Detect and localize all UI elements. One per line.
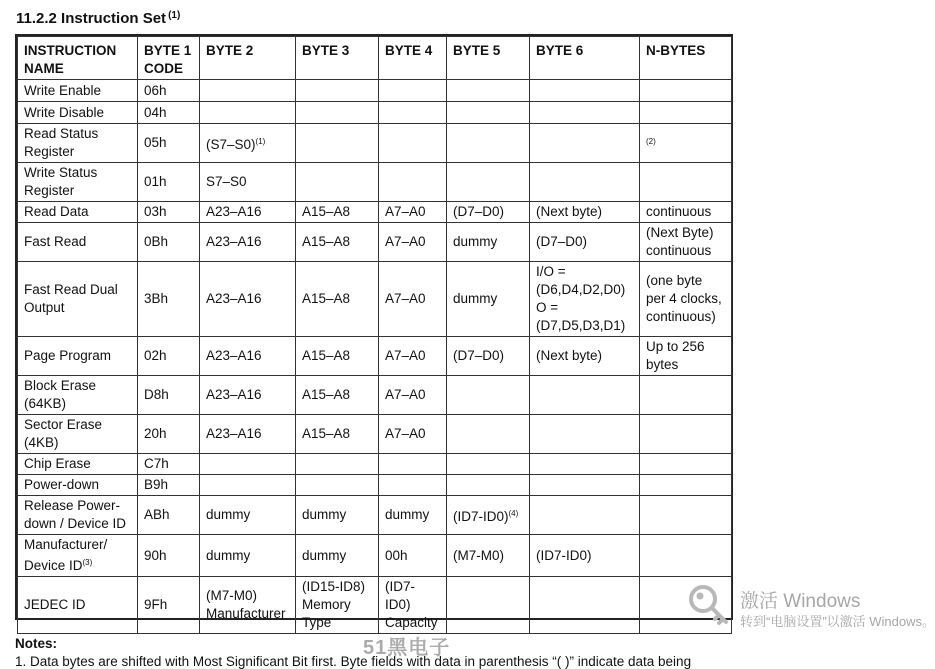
table-cell [447,415,530,454]
table-cell: A7–A0 [379,415,447,454]
table-cell: ABh [138,496,200,535]
table-cell: 0Bh [138,223,200,262]
table-cell: (D7–D0) [447,337,530,376]
title-footnote: (1) [168,10,181,21]
table-cell [530,475,640,496]
table-cell: A15–A8 [296,337,379,376]
table-cell: (ID15-ID8) Memory Type [296,577,379,634]
table-cell: A23–A16 [200,337,296,376]
table-cell [379,80,447,102]
column-header: BYTE 5 [447,37,530,80]
table-cell: A15–A8 [296,415,379,454]
table-cell: Write Disable [18,102,138,124]
table-row [18,80,732,102]
table-cell [379,475,447,496]
table-cell [640,163,732,202]
table-cell: Read Status Register [18,124,138,163]
table-row [18,202,732,223]
table-cell: Fast Read [18,223,138,262]
table-cell [447,475,530,496]
table-cell: A7–A0 [379,202,447,223]
table-cell [296,102,379,124]
table-cell: Manufacturer/ Device ID$^{(3)}$ [18,535,138,577]
table-cell [296,475,379,496]
table-cell: C7h [138,454,200,475]
table-cell: Read Data [18,202,138,223]
table-cell: A23–A16 [200,376,296,415]
table-cell: Release Power-down / Device ID [18,496,138,535]
table-cell: 02h [138,337,200,376]
table-cell [447,102,530,124]
table-cell [379,102,447,124]
table-cell: 90h [138,535,200,577]
table-cell: 20h [138,415,200,454]
table-row [18,223,732,262]
table-cell [640,102,732,124]
table-cell: 01h [138,163,200,202]
table-cell: 03h [138,202,200,223]
table-row [18,102,732,124]
table-cell [296,163,379,202]
table-cell: Sector Erase (4KB) [18,415,138,454]
table-cell [447,163,530,202]
table-cell [640,415,732,454]
table-cell: 04h [138,102,200,124]
table-cell: 05h [138,124,200,163]
column-header: N-BYTES [640,37,732,80]
table-row [18,577,732,634]
footnote-marker: (2) [646,136,656,146]
table-cell: (ID7-ID0) Capacity [379,577,447,634]
table-cell: Power-down [18,475,138,496]
table-row [18,415,732,454]
table-cell: (M7-M0) [447,535,530,577]
table-cell: Write Enable [18,80,138,102]
table-cell [447,376,530,415]
table-cell: Write Status Register [18,163,138,202]
table-cell [447,124,530,163]
table-cell [200,80,296,102]
windows-activation-watermark [686,582,935,632]
table-cell [640,475,732,496]
table-cell [200,102,296,124]
table-cell: dummy [200,496,296,535]
table-row [18,262,732,337]
table-cell [379,163,447,202]
table-cell: (D7–D0) [530,223,640,262]
table-cell: (ID7-ID0) [530,535,640,577]
table-cell: 9Fh [138,577,200,634]
table-cell [640,376,732,415]
table-cell [640,80,732,102]
table-cell: A23–A16 [200,223,296,262]
header-row [18,37,732,80]
table-cell [530,415,640,454]
table-cell [447,577,530,634]
footnote-marker: (3) [82,558,93,567]
column-header: BYTE 4 [379,37,447,80]
table-cell: Page Program [18,337,138,376]
table-cell [640,496,732,535]
note-1: 1. Data bytes are shifted with Most Significant Bit first. Byte fields with data in parenthesis “( )” indicate data being [15,654,692,669]
table-cell [530,496,640,535]
table-cell [530,80,640,102]
table-cell [296,454,379,475]
footnote-marker: (1) [255,136,266,146]
table-cell: dummy [200,535,296,577]
table-cell: A7–A0 [379,376,447,415]
table-row [18,163,732,202]
table-cell: (ID7-ID0)$^{(4)}$ [447,496,530,535]
table-cell [379,454,447,475]
column-header: INSTRUCTION NAME [18,37,138,80]
table-cell: continuous [640,202,732,223]
table-cell [640,535,732,577]
table-cell: I/O = (D6,D4,D2,D0) O = (D7,D5,D3,D1) [530,262,640,337]
table-cell: A23–A16 [200,202,296,223]
table-cell: JEDEC ID [18,577,138,634]
table-cell: dummy [447,223,530,262]
table-cell: dummy [447,262,530,337]
table-cell: dummy [296,535,379,577]
table-cell: dummy [296,496,379,535]
column-header: BYTE 1 CODE [138,37,200,80]
table-cell: A15–A8 [296,202,379,223]
key-icon [686,582,734,630]
table-row [18,376,732,415]
instruction-table-frame [15,34,733,630]
table-cell: (D7–D0) [447,202,530,223]
site-watermark: 51黑电子 [363,637,451,659]
table-cell [447,454,530,475]
table-cell: D8h [138,376,200,415]
table-cell [530,102,640,124]
column-header: BYTE 3 [296,37,379,80]
table-row [18,337,732,376]
table-cell: (S7–S0)$^{(1)}$ [200,124,296,163]
table-cell [447,80,530,102]
table-cell [530,577,640,634]
table-cell: A15–A8 [296,262,379,337]
table-cell [640,454,732,475]
table-cell: (Next Byte) continuous [640,223,732,262]
table-cell: 00h [379,535,447,577]
activate-windows-title: 激活 Windows [740,591,861,612]
table-cell: (Next byte) [530,337,640,376]
table-cell [379,124,447,163]
column-header: BYTE 6 [530,37,640,80]
table-cell: (M7-M0) Manufacturer [200,577,296,634]
table-cell: B9h [138,475,200,496]
table-cell [530,454,640,475]
table-cell: (Next byte) [530,202,640,223]
table-cell: A23–A16 [200,262,296,337]
table-cell: dummy [379,496,447,535]
table-cell: Up to 256 bytes [640,337,732,376]
table-cell [296,124,379,163]
table-cell [530,376,640,415]
activate-windows-hint: 转到“电脑设置”以激活 Windows。 [740,614,935,629]
table-row [18,535,732,577]
table-cell: Block Erase (64KB) [18,376,138,415]
column-header: BYTE 2 [200,37,296,80]
instruction-table [17,36,732,634]
table-cell [200,475,296,496]
table-row [18,496,732,535]
table-cell: A15–A8 [296,223,379,262]
section-title-text: 11.2.2 Instruction Set [16,10,167,27]
notes-heading: Notes: [15,636,58,651]
table-cell: (one byte per 4 clocks, continuous) [640,262,732,337]
table-cell: A15–A8 [296,376,379,415]
table-cell: Chip Erase [18,454,138,475]
table-row [18,475,732,496]
table-row [18,124,732,163]
table-cell [200,454,296,475]
table-cell: S7–S0 [200,163,296,202]
table-cell [530,124,640,163]
table-cell: A7–A0 [379,337,447,376]
table-cell [530,163,640,202]
table-cell: Fast Read Dual Output [18,262,138,337]
table-cell: A7–A0 [379,262,447,337]
table-cell: A23–A16 [200,415,296,454]
table-row [18,454,732,475]
table-cell: 3Bh [138,262,200,337]
footnote-marker: (4) [508,508,519,518]
table-cell: A7–A0 [379,223,447,262]
section-title [16,10,180,27]
table-cell [640,124,732,163]
table-cell [296,80,379,102]
table-cell: 06h [138,80,200,102]
